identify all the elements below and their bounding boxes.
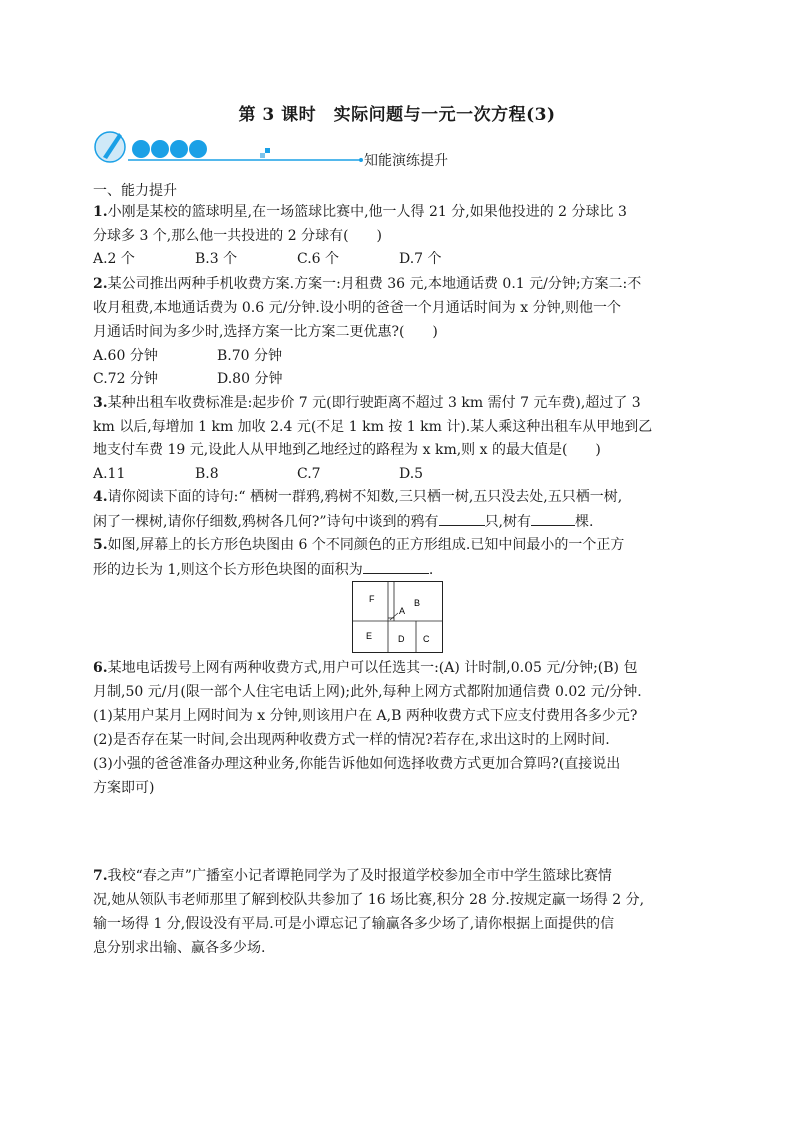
progress-dot-icon [132, 140, 150, 158]
q6-number: 6. [93, 660, 108, 676]
q5-line-1 [93, 535, 713, 555]
q4-number: 4. [93, 489, 108, 505]
q1-option-b: B.3 个 [195, 251, 238, 267]
q5-text-2a: 形的边长为 1,则这个长方形色块图的面积为 [93, 562, 363, 578]
q3-line-1 [93, 393, 713, 413]
q3-number: 3. [93, 395, 108, 411]
q5-line-2 [93, 559, 713, 580]
q2-option-c: C.72 分钟 [93, 371, 158, 387]
q2-option-b: B.70 分钟 [217, 348, 283, 364]
q4-text-2b: 只,树有 [484, 514, 532, 530]
progress-dot-icon [170, 140, 188, 158]
q4-text-2a: 闲了一棵树,请你仔细数,鸦树各几何?”诗句中谈到的鸦有 [93, 514, 439, 530]
figure-label-e: E [366, 631, 373, 641]
q7-line-2: 况,她从领队韦老师那里了解到校队共参加了 16 场比赛,积分 28 分.按规定赢一场得 2 分, [93, 892, 645, 908]
figure-label-b: B [414, 598, 421, 608]
q2-options-row-1 [93, 346, 319, 366]
q6-line-2: 月制,50 元/月(限一部个人住宅电话上网);此外,每种上网方式都附加通信费 0.02 元/分钟. [93, 684, 642, 700]
q1-text-1: 小刚是某校的篮球明星,在一场篮球比赛中,他一人得 21 分,如果他投进的 2 分球比 3 [107, 204, 627, 220]
small-square-icon [265, 148, 270, 153]
figure-label-a: A [399, 606, 406, 616]
q4-line-2 [93, 511, 713, 532]
q4-text-1: 请你阅读下面的诗句:“ 栖树一群鸦,鸦树不知数,三只栖一树,五只没去处,五只栖一树, [107, 489, 623, 505]
q2-line-1 [93, 274, 713, 294]
small-square-icon [260, 153, 265, 158]
q1-option-c: C.6 个 [297, 251, 340, 267]
q5-blank-area[interactable] [363, 559, 429, 574]
q1-option-d: D.7 个 [399, 251, 442, 267]
q6-line-1 [93, 658, 713, 678]
q5-number: 5. [93, 537, 108, 553]
q6-line-3: (1)某用户某月上网时间为 x 分钟,则该用户在 A,B 两种收费方式下应支付费用各多少元? [93, 708, 638, 724]
banner-label: 知能演练提升 [364, 153, 448, 169]
q3-line-2: km 以后,每增加 1 km 加收 2.4 元(不足 1 km 按 1 km 计).某人乘这种出租车从甲地到乙 [93, 419, 653, 435]
q3-option-a: A.11 [93, 466, 126, 482]
q2-options-row-2 [93, 369, 319, 389]
q4-line-1 [93, 487, 713, 507]
q2-option-a: A.60 分钟 [93, 348, 158, 364]
q4-text-2c: 棵. [575, 514, 594, 530]
figure-label-f: F [369, 594, 375, 604]
section-heading: 一、能力提升 [93, 183, 177, 199]
q7-number: 7. [93, 868, 108, 884]
q5-text-2b: . [428, 562, 434, 578]
q7-line-1 [93, 866, 713, 886]
q2-line-3: 月通话时间为多少时,选择方案一比方案二更优惠?( ) [93, 324, 438, 340]
q6-text-1: 某地电话拨号上网有两种收费方式,用户可以任选其一:(A) 计时制,0.05 元/分钟;(B) 包 [107, 660, 638, 676]
q5-square-figure [352, 581, 443, 653]
figure-label-c: C [423, 634, 430, 644]
q3-option-b: B.8 [195, 466, 219, 482]
page-title: 第 3 课时 实际问题与一元一次方程(3) [238, 105, 556, 125]
q7-text-1: 我校“春之声”广播室小记者谭艳同学为了及时报道学校参加全市中学生篮球比赛情 [107, 868, 612, 884]
progress-dot-icon [189, 140, 207, 158]
q3-line-3: 地支付车费 19 元,设此人从甲地到乙地经过的路程为 x km,则 x 的最大值是( ) [93, 442, 601, 458]
q2-text-1: 某公司推出两种手机收费方案.方案一:月租费 36 元,本地通话费 0.1 元/分钟;方案二:不 [107, 276, 642, 292]
q1-number: 1. [93, 204, 108, 220]
q4-blank-crows[interactable] [439, 511, 485, 526]
q3-options [93, 464, 501, 484]
q5-text-1: 如图,屏幕上的长方形色块图由 6 个不同颜色的正方形组成.已知中间最小的一个正方 [107, 537, 625, 553]
q4-blank-trees[interactable] [531, 511, 575, 526]
q1-option-a: A.2 个 [93, 251, 135, 267]
q1-line-2: 分球多 3 个,那么他一共投进的 2 分球有( ) [93, 228, 382, 244]
q1-line-1 [93, 202, 713, 222]
q3-text-1: 某种出租车收费标准是:起步价 7 元(即行驶距离不超过 3 km 需付 7 元车费),超过了 3 [107, 395, 641, 411]
q7-line-4: 息分别求出输、赢各多少场. [93, 940, 266, 956]
q2-line-2: 收月租费,本地通话费为 0.6 元/分钟.设小明的爸爸一个月通话时间为 x 分钟,则他一个 [93, 300, 622, 316]
q7-line-3: 输一场得 1 分,假设没有平局.可是小谭忘记了输赢各多少场了,请你根据上面提供的信 [93, 916, 615, 932]
q2-number: 2. [93, 276, 108, 292]
q6-line-5: (3)小强的爸爸准备办理这种业务,你能告诉他如何选择收费方式更加合算吗?(直接说出 [93, 756, 621, 772]
q1-options [93, 249, 501, 269]
q6-line-4: (2)是否存在某一时间,会出现两种收费方式一样的情况?若存在,求出这时的上网时间. [93, 732, 610, 748]
q3-option-d: D.5 [399, 466, 424, 482]
figure-label-d: D [398, 634, 405, 644]
progress-dot-icon [151, 140, 169, 158]
q2-option-d: D.80 分钟 [217, 371, 283, 387]
rule-end-dot-icon [359, 158, 363, 162]
q3-option-c: C.7 [297, 466, 321, 482]
q6-line-6: 方案即可) [93, 780, 155, 796]
